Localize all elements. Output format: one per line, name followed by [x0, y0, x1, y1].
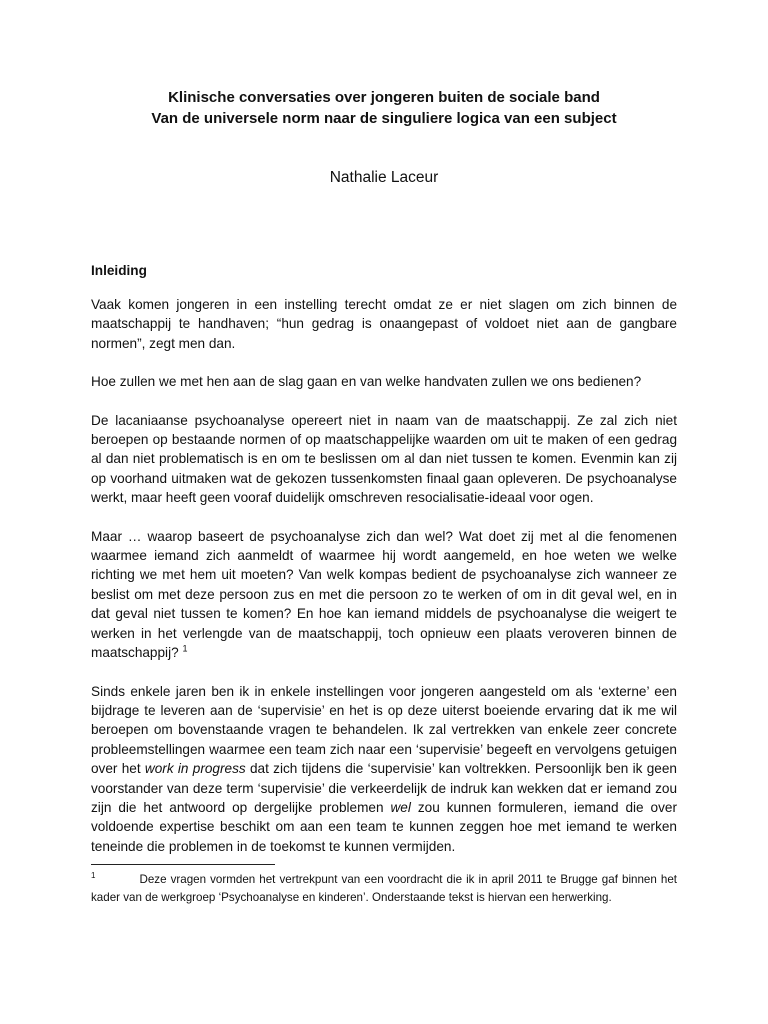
footnote-divider	[91, 864, 275, 865]
paragraph-1: Vaak komen jongeren in een instelling terecht omdat ze er niet slagen om zich binnen de maatschappij te handhaven; “hun gedrag is onaangepast of voldoet niet aan de gangbare normen”, zegt men dan.	[91, 297, 677, 351]
paragraph-4	[91, 527, 677, 663]
paragraph-3: De lacaniaanse psychoanalyse opereert niet in naam van de maatschappij. Ze zal zich niet beroepen op bestaande normen of op maatschappelijke waarden om uit te maken of een gedrag al dan niet problematisch is en om te beslissen om al dan niet tussen te komen. Evenmin kan zij op voorhand uitmaken wat de gekozen tussenkomsten finaal gaan opleveren. De psychoanalyse werkt, maar heeft geen vooraf duidelijk omschreven resocialisatie-ideaal voor ogen.	[91, 412, 677, 506]
paragraph-5-part-b: dat zich tijdens die ‘supervisie’ kan voltrekken. Persoonlijk ben ik geen voorstander van deze term ‘supervisie’ die verkeerdelijk de indruk kan wekken dat er iemand zou zijn die het antwoord op dergelijke problemen	[91, 761, 677, 815]
title-block	[0, 87, 768, 129]
paragraph-2: Hoe zullen we met hen aan de slag gaan en van welke handvaten zullen we ons bedienen?	[91, 374, 642, 390]
paragraph-5-emphasis-1: work in progress	[144, 761, 246, 777]
paragraph-5-emphasis-2: wel	[390, 799, 411, 815]
footnote	[91, 871, 677, 906]
footnote-mark: 1	[91, 871, 96, 881]
paragraph-4-text: Maar … waarop baseert de psychoanalyse zich dan wel? Wat doet zij met al die fenomenen waarmee iemand zich aanmeldt of waarmee hij wordt aangemeld, en hoe weten we welke richting we met hem uit moeten? Van welk kompas bedient de psychoanalyse zich wanneer ze beslist om met deze persoon zus en met die persoon zo te werken of om in dit geval wel, en in dat geval niet tussen te komen? En hoe kan iemand middels de psychoanalyse die weigert te werken in het verlengde van de maatschappij, toch opnieuw een plaats veroveren binnen de maatschappij?	[91, 528, 677, 661]
author-name: Nathalie Laceur	[329, 169, 439, 186]
section-heading	[91, 261, 677, 280]
section-heading-text: Inleiding	[91, 263, 147, 278]
paragraph-5-part-c: zou kunnen formuleren, iemand die over voldoende expertise beschikt om aan een team te kunnen zeggen hoe met iemand te werken teneinde die problemen in de toekomst te kunnen vermijden.	[91, 799, 677, 854]
footnote-reference[interactable]: 1	[182, 643, 188, 654]
title-line-1: Klinische conversaties over jongeren buiten de sociale band	[168, 89, 600, 106]
paragraph-5-part-a: Sinds enkele jaren ben ik in enkele instellingen voor jongeren aangesteld om als ‘externe’ een bijdrage te leveren aan de ‘supervisie’ en het is op deze uiterst boeiende ervaring dat ik me wil beroepen om bovenstaande vragen te behandelen. Ik zal vertrekken van enkele zeer concrete probleemstellingen waarmee een team zich naar een ‘supervisie’ begeeft en vervolgens getuigen over het	[91, 683, 677, 777]
body-text	[91, 295, 677, 856]
title-line-2: Van de universele norm naar de singuliere logica van een subject	[151, 110, 617, 127]
paragraph-5	[91, 682, 677, 857]
footnote-text: Deze vragen vormden het vertrekpunt van een voordracht die ik in april 2011 te Brugge gaf binnen het kader van de werkgroep ‘Psychoanalyse en kinderen’. Onderstaande tekst is hiervan een herwerking.	[91, 873, 677, 904]
